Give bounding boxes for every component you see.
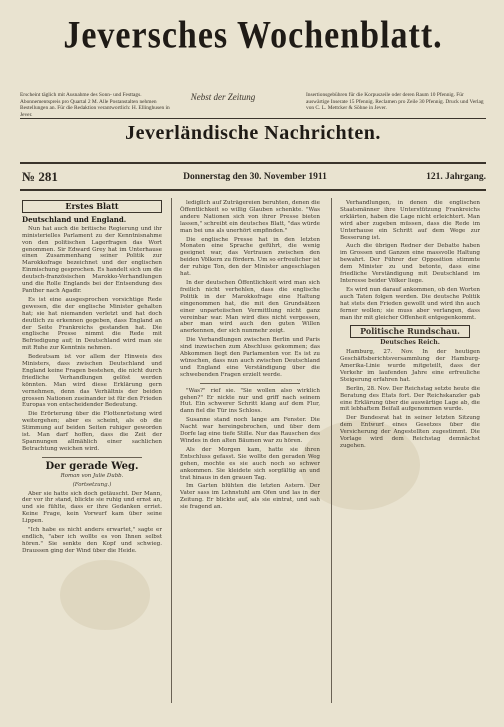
article-paragraph: Es ist eine ausgesprochen vorsichtige Rede gewesen, die der englische Minister gehalten hat; sie hat niemanden verletzt und hat doch deutlich zu erkennen gegeben, dass England an der Seite Frankreichs gestanden hat. Die englische Presse nimmt die Rede mit Befriedigung auf; in Deutschland wird man sie mit Ruhe zur Kenntnis nehmen. [22, 296, 162, 352]
story-paragraph: "Was?" rief sie. "Sie wollen also wirklich gehen?" Er nickte nur und griff nach seinem Hut. Ein schwerer Schritt klang auf dem Flur, dann fiel die Tür ins Schloss. [180, 387, 320, 415]
article-paragraph: Die englische Presse hat in den letzten Monaten eine Sprache geführt, die wenig geeignet war, das Vertrauen zwischen den beiden Völkern zu fördern. Um so erfreulicher ist der ruhige Ton, den der Minister angeschlagen hat. [180, 236, 320, 278]
column-divider [331, 198, 332, 703]
subscription-info: Erscheint täglich mit Ausnahme des Sonn- und Festtags. Abonnementspreis pro Quartal 2 M. Alle Postanstalten nehmen Bestellungen an. Für die Redaktion verantwortlich: H. Ellinghusen in Jever. [20, 92, 170, 118]
issue-date: Donnerstag den 30. November 1911 [183, 172, 327, 182]
article-paragraph: Verhandlungen, in denen die englischen Staatsmänner ihre Unterstützung Frankreichs erklärten, haben die Lage nicht erleichtert. Man wird aber zugeben müssen, dass die Rede im Unterhause ein Schritt auf dem Wege zur Besserung ist. [340, 200, 480, 241]
story-paragraph: Als der Morgen kam, hatte sie ihren Entschluss gefasst. Sie wollte den geraden Weg gehen, mochte es sie auch noch so schwer ankommen. Sie kleidete sich sorgfältig an und trat hinaus in den grauen Tag. [180, 446, 320, 481]
story-heading: Der gerade Weg. [45, 460, 139, 472]
article-paragraph: Bedeutsam ist vor allem der Hinweis des Ministers, dass zwischen Deutschland und England keine Fragen bestehen, die nicht durch friedliche Verhandlungen gelöst werden könnten. Man wird diese Erklärung gern vernehmen, denn das Verhältnis der beiden grossen Nationen zueinander ist für den Frieden Europas von entscheidender Bedeutung. [22, 354, 162, 409]
divider [20, 162, 486, 164]
story-paragraph: Im Garten blühten die letzten Astern. Der Vater sass im Lehnstuhl am Ofen und las in der Zeitung. Er blickte auf, als sie eintrat, und sah sie fragend an. [180, 483, 320, 511]
article-paragraph: Die Verhandlungen zwischen Berlin und Paris sind inzwischen zum Abschluss gekommen; das Abkommen liegt den Parlamenten vor. Es ist zu wünschen, dass nun auch zwischen Deutschland und England eine Verständigung über die schwebenden Fragen erzielt werde. [180, 337, 320, 378]
politics-heading: Politische Rundschau. [350, 325, 470, 338]
article-paragraph: lediglich auf Zuträgereien beruhten, denen die Öffentlichkeit so willig Glauben schenkte. "Was andere Nationen sich von ihrer Presse bieten lassen," schreibt ein deutsches Blatt, "das würde man bei uns als unerhört empfinden." [180, 200, 320, 234]
news-paragraph: Berlin, 28. Nov. Der Reichstag setzte heute die Beratung des Etats fort. Der Reichskanzler gab eine Erklärung über die auswärtige Lage ab, die mit lebhaftem Beifall aufgenommen wurde. [340, 385, 480, 413]
article-paragraph: In der deutschen Öffentlichkeit wird man sich freilich nicht verhehlen, dass die englische Politik in der Marokkofrage eine Haltung eingenommen hat, die mit den Grundsätzen einer unparteiischen Vermittlung nicht ganz vereinbar war. Man wird dies nicht vergessen, aber man wird auch den guten Willen anerkennen, der sich nunmehr zeigt. [180, 279, 320, 335]
divider [20, 118, 486, 119]
politics-subheading: Deutsches Reich. [380, 339, 440, 347]
article-paragraph: Die Erörterung über die Flottenrüstung wird weitergehen; aber es scheint, als ob die Stimmung auf beiden Seiten ruhiger geworden ist. Man darf hoffen, dass die Zeit der Spannungen allmählich einer sachlichen Betrachtung weichen wird. [22, 411, 162, 452]
story-paragraph: Susanne stand noch lange am Fenster. Die Nacht war hereingebrochen, und über dem Dorfe lag eine tiefe Stille. Nur das Rauschen des Windes in den alten Bäumen war zu hören. [180, 417, 320, 444]
article-heading: Deutschland und England. [22, 214, 127, 224]
divider [200, 383, 300, 384]
advertising-info: Insertionsgebühren für die Korpuszeile oder deren Raum 10 Pfennig. Für auswärtige Inserate 15 Pfennig. Reclamen pro Zeile 30 Pfennig. Druck und Verlag von C. L. Mettcker & Söhne in Jever. [306, 92, 484, 111]
supplement-note: Nebst der Zeitung [190, 92, 256, 102]
article-paragraph: Nun hat auch die britische Regierung und ihr ministerielles Parlament zu der Kenntnisnahme von den politischen Lagerfragen das Wort genommen. Sir Edward Grey hat im Unterhause einen Zusammenhang seiner Politik zur Marokkofrage bezeichnet und der englischen Einmischung gesprochen. Es handelt sich um die deutsch-französischen Marokko-Verhandlungen und die Rolle Englands bei der Entsendung des Panther nach Agadir. [22, 225, 162, 294]
column-divider [171, 198, 172, 703]
column-2 [180, 200, 320, 705]
column-1 [22, 200, 162, 705]
story-byline: Roman von Julie Dubb. [60, 472, 124, 479]
section-label: Erstes Blatt [22, 200, 162, 213]
issue-number: № 281 [22, 169, 58, 184]
divider [42, 457, 142, 458]
news-paragraph: Hamburg, 27. Nov. In der heutigen Geschäftsberichtsversammlung der Hamburg-Amerika-Linie wurde mitgeteilt, dass der Verkehr im laufenden Jahre eine erfreuliche Steigerung erfahren hat. [340, 349, 480, 383]
subtitle: Jeverländische Nachrichten. [125, 122, 381, 144]
story-note: (Fortsetzung.) [72, 481, 112, 488]
story-paragraph: "Ich habe es nicht anders erwartet," sagte er endlich, "aber ich wollte es von Ihnen selbst hören." Sie senkte den Kopf und schwieg. Draussen ging der Wind über die Heide. [22, 527, 162, 554]
divider [20, 189, 486, 191]
article-paragraph: Auch die übrigen Redner der Debatte haben im Grossen und Ganzen eine massvolle Haltung bewahrt. Der Führer der Opposition stimmte dem Minister zu und betonte, dass eine friedliche Verständigung mit Deutschland im Interesse beider Völker liege. [340, 243, 480, 284]
story-paragraph: Aber sie hatte sich doch getäuscht. Der Mann, der vor ihr stand, blickte sie ruhig und ernst an, und sie fühlte, dass er ihre Gedanken erriet. Keine Frage, kein Vorwurf kam über seine Lippen. [22, 490, 162, 525]
article-paragraph: Es wird nun darauf ankommen, ob den Worten auch Taten folgen werden. Die deutsche Politik hat stets den Frieden gewollt und wird ihn auch ferner wollen; sie muss aber verlangen, dass man ihr mit gleicher Offenheit entgegenkommt. [340, 286, 480, 321]
news-paragraph: Der Bundesrat hat in seiner letzten Sitzung dem Entwurf eines Gesetzes über die Versicherung der Angestellten zugestimmt. Die Vorlage wird dem Reichstag demnächst zugehen. [340, 415, 480, 449]
column-3 [340, 200, 480, 705]
masthead-title: Jeversches Wochenblatt. [63, 14, 443, 57]
volume-year: 121. Jahrgang. [426, 172, 486, 182]
